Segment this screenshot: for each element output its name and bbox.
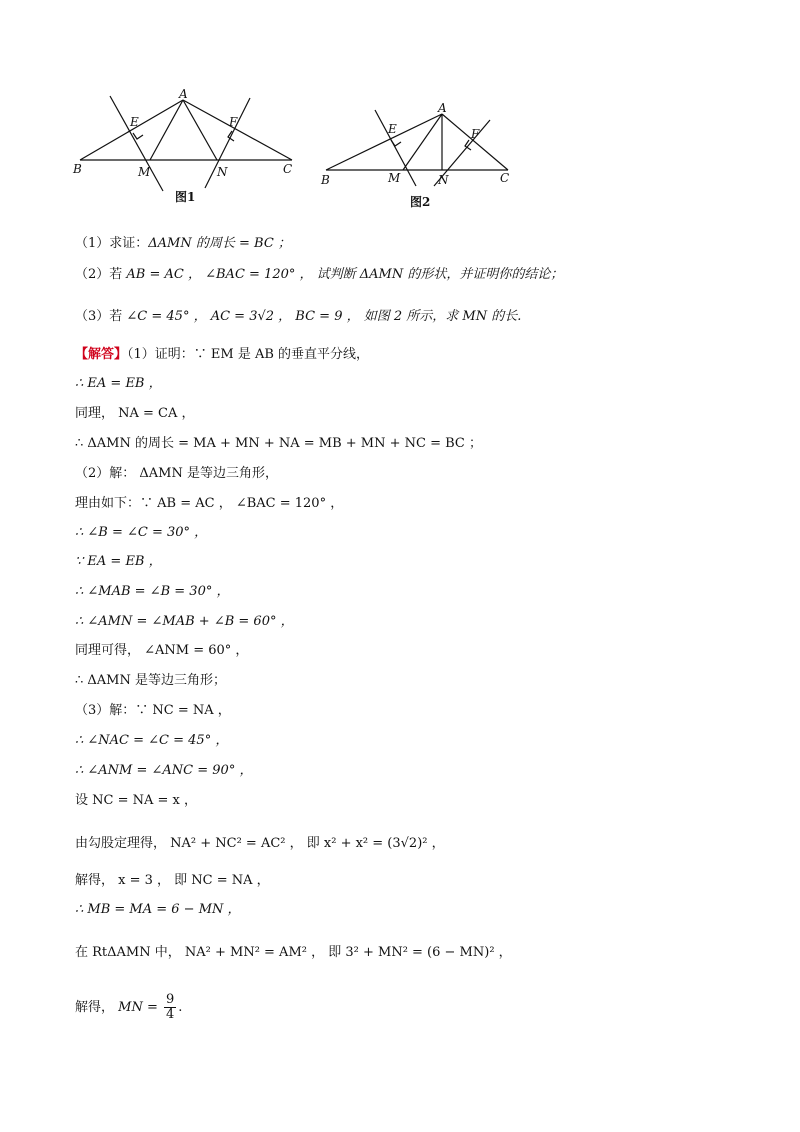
fig2-label-n: N <box>438 173 449 187</box>
solution-line-2: ∴ EA = EB ， <box>75 376 162 391</box>
solution-line-20: 在 RtΔAMN 中， NA² + MN² = AM² ， 即 3² + MN² = (6 − MN)² ， <box>75 945 512 960</box>
solution-line-19: ∴ MB = MA = 6 − MN ， <box>75 902 241 917</box>
fraction-9-over-4 <box>164 993 176 1022</box>
solution-line-11: 同理可得， ∠ANM = 60° ， <box>75 643 249 658</box>
figure-1-diagram <box>60 88 310 213</box>
solution-text-1: （1）证明：∵ EM 是 AB 的垂直平分线， <box>127 347 370 362</box>
fig1-label-e: E <box>130 115 139 129</box>
question-1 <box>75 235 291 253</box>
solution-line-3: 同理， NA = CA ， <box>75 406 195 421</box>
solution-line-16: 设 NC = NA = x ， <box>75 793 197 808</box>
question-1-prefix: （1）求证： <box>75 236 149 251</box>
solution-line-6: 理由如下：∵ AB = AC ， ∠BAC = 120° ， <box>75 496 344 511</box>
figure-1 <box>60 88 310 213</box>
fraction-denominator: 4 <box>166 1007 175 1022</box>
solution-line-10: ∴ ∠AMN = ∠MAB + ∠B = 60° ， <box>75 614 294 629</box>
fig2-label-e: E <box>388 122 397 136</box>
fraction-numerator: 9 <box>166 992 175 1007</box>
fig2-label-c: C <box>500 171 510 185</box>
question-3-prefix: （3）若 <box>75 309 127 324</box>
figure-2 <box>318 100 528 215</box>
solution-line-13: （3）解：∵ NC = NA ， <box>75 703 231 718</box>
solution-line-15: ∴ ∠ANM = ∠ANC = 90° ， <box>75 763 253 778</box>
solution-line-14: ∴ ∠NAC = ∠C = 45° ， <box>75 733 229 748</box>
question-2-prefix: （2）若 <box>75 267 127 282</box>
solution-21-lhs: MN = <box>118 1000 158 1015</box>
solution-line-7: ∴ ∠B = ∠C = 30° ， <box>75 525 208 540</box>
solution-line-21 <box>75 992 182 1024</box>
fig1-label-n: N <box>217 165 228 179</box>
fig2-label-a: A <box>438 101 447 115</box>
fig2-label-b: B <box>321 173 330 187</box>
question-2-expr: AB = AC ， ∠BAC = 120° ， 试判断 ΔAMN 的形状，并证明你的结论； <box>126 267 564 282</box>
fig1-caption: 图1 <box>175 190 196 204</box>
figure-2-diagram <box>318 100 528 215</box>
question-3-expr: ∠C = 45° ， AC = 3√2 ， BC = 9 ， 如图 2 所示，求 MN 的长. <box>126 309 522 324</box>
fig1-label-f: F <box>229 115 238 129</box>
solution-line-12: ∴ ΔAMN 是等边三角形； <box>75 673 226 688</box>
question-1-expr: ΔAMN 的周长 = BC ； <box>148 236 291 251</box>
solution-21-prefix: 解得， <box>75 1000 115 1015</box>
fig1-label-a: A <box>179 87 188 101</box>
solution-line-9: ∴ ∠MAB = ∠B = 30° ， <box>75 584 230 599</box>
solution-line-5: （2）解： ΔAMN 是等边三角形， <box>75 466 278 481</box>
fig1-label-b: B <box>73 162 82 176</box>
solution-line-4: ∴ ΔAMN 的周长 = MA + MN + NA = MB + MN + NC = BC ； <box>75 436 482 451</box>
question-3 <box>75 308 521 326</box>
fig2-label-m: M <box>388 171 401 185</box>
answer-tag: 【解答】 <box>75 347 128 362</box>
solution-line-8: ∵ EA = EB ， <box>75 554 162 569</box>
solution-line-1 <box>75 346 369 364</box>
solution-21-end: . <box>178 1000 183 1015</box>
fig2-caption: 图2 <box>410 195 431 209</box>
fig1-label-c: C <box>283 162 293 176</box>
solution-line-18: 解得， x = 3 ， 即 NC = NA ， <box>75 873 270 888</box>
fig1-label-m: M <box>138 165 151 179</box>
solution-line-17: 由勾股定理得， NA² + NC² = AC² ， 即 x² + x² = (3√2)² ， <box>75 836 445 851</box>
fig2-label-f: F <box>471 127 480 141</box>
question-2 <box>75 266 563 284</box>
